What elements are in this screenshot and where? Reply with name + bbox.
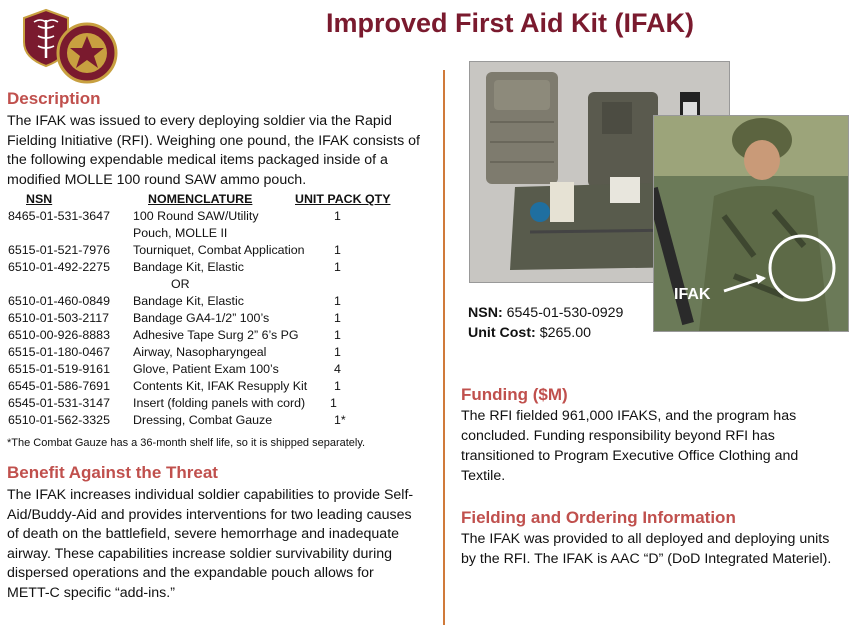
table-header-row [8,191,428,208]
description-heading: Description [7,89,101,108]
table-row [8,293,428,310]
cell-nsn: 6515-01-521-7976 [8,243,110,257]
cell-qty: 1 [334,379,341,393]
items-table [8,191,428,429]
table-row [8,259,428,276]
nsn-label: NSN: [468,305,503,321]
fielding-text: The IFAK was provided to all deployed and deploying units by the RFI. The IFAK is AAC “D” (DoD Integrated Materiel). [461,531,832,567]
nsn-value: 6545-01-530-0929 [506,305,624,321]
cell-nsn: 6515-01-519-9161 [8,362,110,376]
cell-name: OR [171,277,190,291]
cell-qty: 1* [334,413,346,427]
cost-value: $265.00 [539,325,592,341]
table-row [8,361,428,378]
cell-name: Bandage Kit, Elastic [133,294,244,308]
cell-name: Adhesive Tape Surg 2” 6’s PG [133,328,299,342]
table-row [8,276,428,293]
cost-label: Unit Cost: [468,325,536,341]
cell-name: Contents Kit, IFAK Resupply Kit [133,379,308,393]
cell-nsn: 8465-01-531-3647 [8,209,110,223]
cell-qty: 1 [334,209,341,223]
cell-qty: 1 [334,345,341,359]
cell-nsn: 6510-01-492-2275 [8,260,110,274]
cell-name: Dressing, Combat Gauze [133,413,273,427]
cell-name: 100 Round SAW/Utility [133,209,259,223]
cell-name: Insert (folding panels with cord) [133,396,306,410]
column-divider [443,70,445,625]
header-qty: UNIT PACK QTY [295,192,391,206]
benefit-text: The IFAK increases individual soldier capabilities to provide Self-Aid/Buddy-Aid and provides interventions for two leading causes of death on the battlefield, severe hemorrhage and inadequate airway. These capabilities increase soldier survivability during dispersed operations and the expandable pouch allows for METT-C specific “add-ins.” [7,487,414,601]
cell-name: Bandage Kit, Elastic [133,260,244,274]
cell-name: Tourniquet, Combat Application [133,243,305,257]
fielding-heading: Fielding and Ordering Information [461,508,736,527]
cell-name: Bandage GA4-1/2” 100’s [133,311,270,325]
product-nsn [468,304,623,324]
table-row [8,242,428,259]
cell-name: Pouch, MOLLE II [133,226,228,240]
cell-qty: 1 [334,294,341,308]
table-row [8,208,428,225]
table-row [8,327,428,344]
description-text: The IFAK was issued to every deploying soldier via the Rapid Fielding Initiative (RFI). Weighing one pound, the IFAK consists of the following expendable medical items packaged inside of a modified MOLLE 100 round SAW ammo pouch. [7,113,420,188]
table-footnote: *The Combat Gauze has a 36-month shelf life, so it is shipped separately. [7,437,366,449]
cell-nsn: 6515-01-180-0467 [8,345,110,359]
funding-heading: Funding ($M) [461,385,568,404]
funding-text: The RFI fielded 961,000 IFAKS, and the program has concluded. Funding responsibility beyond RFI has transitioned to Program Executive Office Clothing and Textile. [461,408,799,484]
cell-qty: 4 [334,362,341,376]
header-nomenclature: NOMENCLATURE [148,192,253,206]
cell-nsn: 6510-00-926-8883 [8,328,110,342]
cell-nsn: 6545-01-531-3147 [8,396,110,410]
table-row [8,412,428,429]
page-title: Improved First Aid Kit (IFAK) [325,8,694,38]
table-row [8,344,428,361]
cell-qty: 1 [334,260,341,274]
cell-name: Glove, Patient Exam 100’s [133,362,279,376]
header-nsn: NSN [26,192,53,206]
table-row [8,395,428,412]
benefit-heading: Benefit Against the Threat [7,463,218,482]
table-row [8,378,428,395]
cell-qty: 1 [334,328,341,342]
cell-name: Airway, Nasopharyngeal [133,345,267,359]
cell-qty: 1 [334,311,341,325]
product-cost [468,324,591,344]
cell-nsn: 6510-01-503-2117 [8,311,110,325]
cell-qty: 1 [330,396,337,410]
cell-nsn: 6545-01-586-7691 [8,379,110,393]
cell-nsn: 6510-01-562-3325 [8,413,110,427]
table-row [8,225,428,242]
cell-nsn: 6510-01-460-0849 [8,294,110,308]
table-row [8,310,428,327]
cell-qty: 1 [334,243,341,257]
army-crest-emblem [56,22,118,84]
ifak-photo-label: IFAK [674,286,711,303]
